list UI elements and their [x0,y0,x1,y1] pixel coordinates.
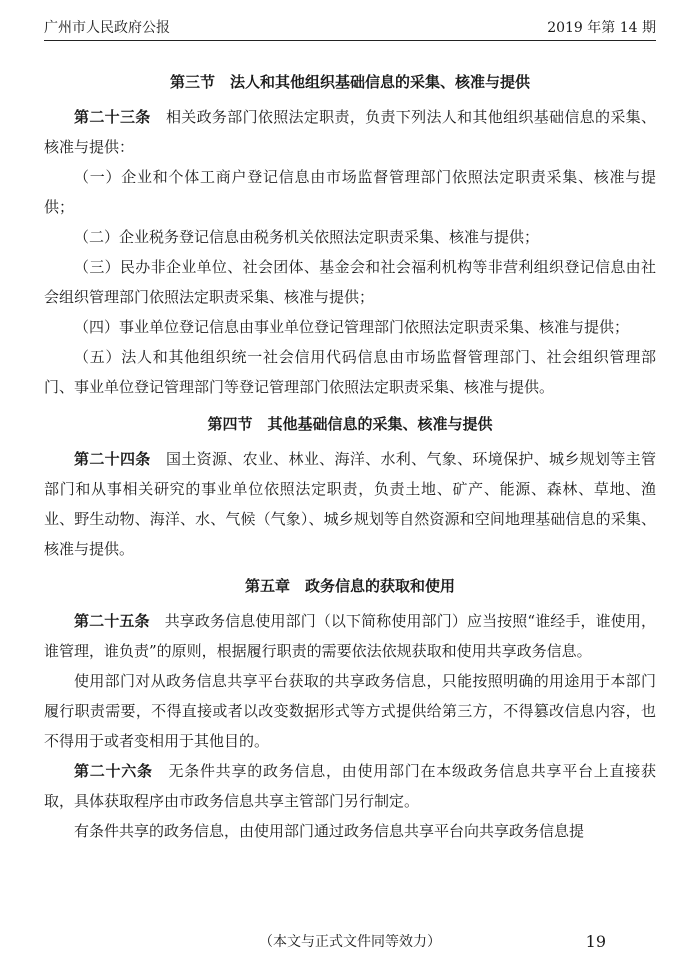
article-23-item-3: （三）民办非企业单位、社会团体、基金会和社会福利机构等非营利组织登记信息由社会组织管理部门依照法定职责采集、核准与提供； [44,258,656,306]
article-23-label: 第二十三条 [74,108,151,126]
article-26-label: 第二十六条 [74,762,153,780]
article-25-label: 第二十五条 [74,612,150,630]
footer-note: （本文与正式文件同等效力） [259,934,441,950]
article-23-item-5: （五）法人和其他组织统一社会信用代码信息由市场监督管理部门、社会组织管理部门、事业单位登记管理部门等登记管理部门依照法定职责采集、核准与提供。 [44,348,656,396]
article-23-item-1: （一）企业和个体工商户登记信息由市场监督管理部门依照法定职责采集、核准与提供； [44,168,656,216]
issue-number: 2019 年第 14 期 [547,20,656,36]
article-25-text: 共享政务信息使用部门（以下简称使用部门）应当按照“谁经手，谁使用，谁管理，谁负责”的原则，根据履行职责的需要依法依规获取和使用共享政务信息。 [44,612,656,660]
section-4-heading: 第四节 其他基础信息的采集、核准与提供 [207,415,493,433]
chapter-5-heading: 第五章 政务信息的获取和使用 [244,577,455,595]
publication-title: 广州市人民政府公报 [44,20,170,36]
article-26-text: 无条件共享的政务信息，由使用部门在本级政务信息共享平台上直接获取，具体获取程序由市政务信息共享主管部门另行制定。 [44,762,656,810]
article-23 [44,102,656,162]
article-23-text: 相关政务部门依照法定职责，负责下列法人和其他组织基础信息的采集、核准与提供： [44,108,656,156]
article-26 [44,756,656,816]
article-24-label: 第二十四条 [74,450,151,468]
page-footer [44,928,656,954]
article-23-item-4: （四）事业单位登记信息由事业单位登记管理部门依照法定职责采集、核准与提供； [74,318,630,336]
article-26-paragraph-2: 有条件共享的政务信息，由使用部门通过政务信息共享平台向共享政务信息提 [74,822,585,840]
article-24-text: 国土资源、农业、林业、海洋、水利、气象、环境保护、城乡规划等主管部门和从事相关研究的事业单位依照法定职责，负责土地、矿产、能源、森林、草地、渔业、野生动物、海洋、水、气候（气象）、城乡规划等自然资源和空间地理基础信息的采集、核准与提供。 [44,450,656,558]
article-23-item-2: （二）企业税务登记信息由税务机关依照法定职责采集、核准与提供； [74,228,540,246]
article-25-paragraph-2: 使用部门对从政务信息共享平台获取的共享政务信息，只能按照明确的用途用于本部门履行职责需要，不得直接或者以改变数据形式等方式提供给第三方，不得篡改信息内容，也不得用于或者变相用于其他目的。 [44,672,656,750]
article-24 [44,444,656,564]
page-header [44,14,656,41]
page-number: 19 [585,931,606,951]
article-25 [44,606,656,666]
section-3-heading: 第三节 法人和其他组织基础信息的采集、核准与提供 [169,73,530,91]
document-body [44,60,656,846]
